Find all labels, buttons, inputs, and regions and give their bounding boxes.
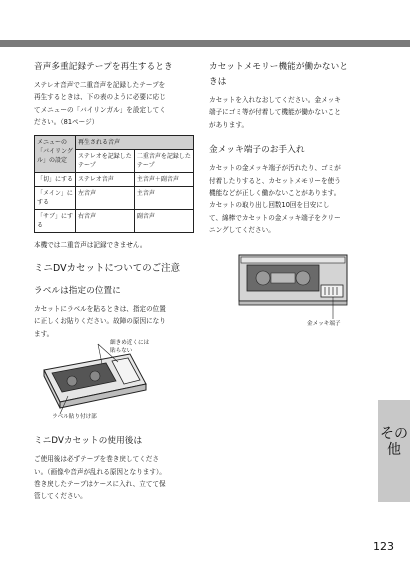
- memory-body-line-3: があります。: [209, 120, 249, 129]
- care-body-line-3: 機能などが正しく働かないことがあります。: [209, 189, 341, 198]
- table-row: [35, 186, 194, 209]
- bilingual-table: [34, 135, 194, 233]
- table-cell-stereo: 右音声: [76, 209, 135, 232]
- playback-note: 本機では二重音声は記録できません。: [34, 240, 147, 249]
- corner-line-3: ル」の設定: [37, 156, 68, 164]
- corner-line-2: 「バイリング: [37, 147, 73, 155]
- table-group-header: 再生される音声: [76, 135, 194, 149]
- label-heading: ラベルは指定の位置に: [34, 286, 121, 297]
- after-use-body-line-3: 巻き戻したテープはケースに入れ、立てて保: [34, 480, 166, 489]
- cassette-label-figure: [38, 340, 178, 422]
- table-cell-stereo: 左音声: [76, 186, 135, 209]
- care-body-line-6: ニングしてください。: [209, 226, 275, 235]
- table-corner-header: [35, 135, 76, 172]
- cassette-illustration: [38, 340, 178, 422]
- table-cell-dual: 副音声: [134, 209, 193, 232]
- playback-heading: 音声多重記録テープを再生するとき: [34, 62, 173, 72]
- table-cell-dual: 主音声＋副音声: [134, 172, 193, 186]
- table-row: [35, 209, 194, 232]
- corner-line-1: メニューの: [37, 138, 68, 146]
- care-heading: 金メッキ端子のお手入れ: [209, 145, 305, 156]
- label-body-line-2: に正しくお貼りください。故障の原因になり: [34, 317, 166, 326]
- playback-body-line-1: ステレオ音声で二重音声を記録したテープを: [34, 81, 166, 89]
- right-column: [209, 60, 376, 337]
- after-use-body-line-4: 管してください。: [34, 492, 87, 501]
- after-use-body-line-1: ご使用後は必ずテープを巻き戻してくださ: [34, 455, 159, 464]
- table-cell-cmd: 「サブ」にする: [35, 209, 76, 232]
- memory-body-line-2: 端子にゴミ等が付着して機能が働かないこと: [209, 108, 341, 117]
- figure-label-top-line-1: 細きめ近くには: [110, 340, 150, 347]
- playback-body-line-3: てメニューの「バイリンガル」を設定してく: [34, 105, 166, 114]
- memory-heading-line-2: きは: [209, 77, 227, 87]
- memory-heading-line-1: カセットメモリー機能が働かないと: [209, 62, 349, 72]
- care-body-line-5: て、綿棒でカセットの金メッキ端子をクリー: [209, 213, 341, 222]
- playback-body-line-4: ださい。（81ページ）: [34, 118, 99, 127]
- table-row: [35, 172, 194, 186]
- figure-label-top: [110, 340, 149, 355]
- table-col-header-stereo: ステレオを記録したテープ: [76, 149, 135, 172]
- table-cell-cmd: 「切」にする: [35, 172, 76, 186]
- section-side-tab: [378, 400, 410, 502]
- figure-label-terminal: 金メッキ端子: [307, 320, 341, 327]
- figure-label-bottom: ラベル貼り付け部: [52, 414, 97, 421]
- memory-body-line-1: カセットを入れなおしてください。金メッキ: [209, 96, 341, 104]
- table-cell-cmd: 「メイン」にする: [35, 186, 76, 209]
- page-number: 123: [373, 540, 394, 553]
- care-body-line-4: カセットの取り出し回数10回を目安にし: [209, 201, 330, 210]
- care-body-line-1: カセットの金メッキ端子が汚れたり、ゴミが: [209, 164, 341, 173]
- after-use-heading: ミニDVカセットの使用後は: [34, 436, 143, 447]
- after-use-body-line-2: い。（画像や音声が乱れる原因となります）。: [34, 467, 166, 476]
- table-cell-stereo: ステレオ音声: [76, 172, 135, 186]
- label-body-line-3: ます。: [34, 329, 54, 338]
- gold-terminal-figure: [217, 249, 377, 337]
- figure-label-top-line-2: 貼らない: [110, 347, 133, 354]
- cassette-terminal-illustration: [217, 249, 377, 337]
- table-col-header-dual: 二重音声を記録したテープ: [134, 149, 193, 172]
- label-body-line-1: カセットにラベルを貼るときは、指定の位置: [34, 305, 166, 314]
- header-bar: [0, 40, 410, 47]
- table-cell-dual: 主音声: [134, 186, 193, 209]
- care-body-line-2: 付着したりすると、カセットメモリーを使う: [209, 176, 341, 185]
- mini-dv-heading: ミニDVカセットについてのご注意: [34, 263, 181, 275]
- playback-body-line-2: 再生するときは、下の表のように必要に応じ: [34, 93, 166, 102]
- left-column: [34, 60, 194, 503]
- side-tab-label: その他: [380, 426, 408, 458]
